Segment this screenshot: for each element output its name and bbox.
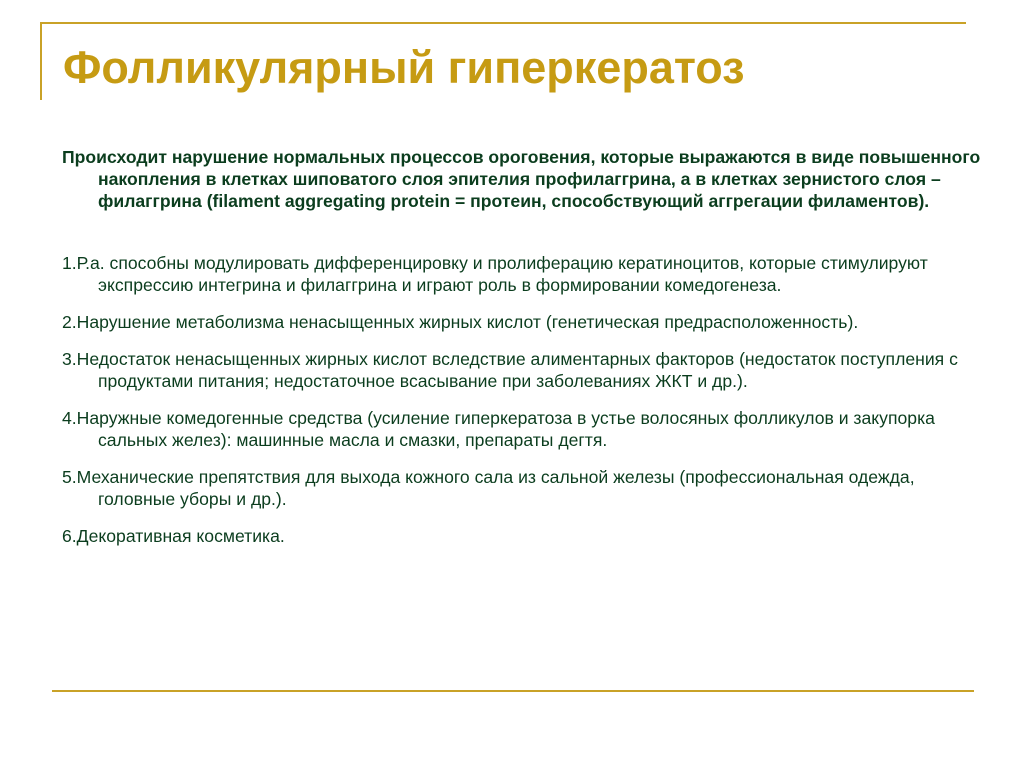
left-divider xyxy=(40,22,42,100)
slide-body xyxy=(62,146,982,562)
slide-title: Фолликулярный гиперкератоз xyxy=(63,42,745,93)
list-item-5: 5.Механические препятствия для выхода кожного сала из сальной железы (профессиональная одежда, головные уборы и др.). xyxy=(62,467,915,509)
list-item-4: 4.Наружные комедогенные средства (усиление гиперкератоза в устье волосяных фолликулов и закупорка сальных желез): машинные масла и смазки, препараты дегтя. xyxy=(62,408,935,450)
top-divider xyxy=(40,22,966,24)
intro-paragraph: Происходит нарушение нормальных процессов ороговения, которые выражаются в виде повышенного накопления в клетках шиповатого слоя эпителия профилаггрина, а в клетках зернистого слоя – филаггрина (filament aggregating protein = протеин, способствующий аггрегации филаментов). xyxy=(62,147,981,211)
list-item-6: 6.Декоративная косметика. xyxy=(62,526,285,546)
list-item-1: 1.Р.а. способны модулировать дифференцировку и пролиферацию кератиноцитов, которые стимулируют экспрессию интегрина и филаггрина и играют роль в формировании комедогенеза. xyxy=(62,253,928,295)
list-item-3: 3.Недостаток ненасыщенных жирных кислот вследствие алиментарных факторов (недостаток поступления с продуктами питания; недостаточное всасывание при заболеваниях ЖКТ и др.). xyxy=(62,349,958,391)
list-item-2: 2.Нарушение метаболизма ненасыщенных жирных кислот (генетическая предрасположенность). xyxy=(62,312,859,332)
bottom-divider xyxy=(52,690,974,692)
